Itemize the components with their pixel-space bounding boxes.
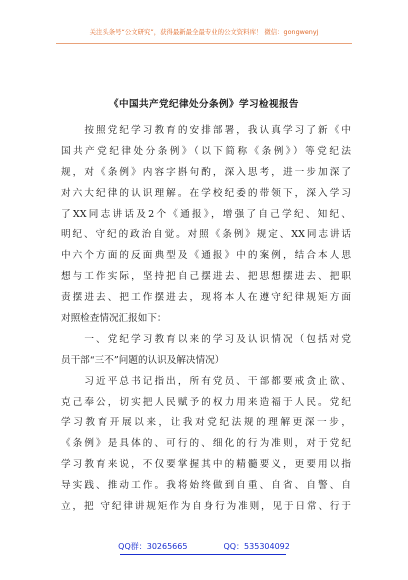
- document-body: [61, 121, 351, 518]
- body-line: 克己奉公，切实把人民赋予的权力用来造福于人民。党纪: [61, 396, 351, 408]
- body-line: 学习教育开展以来，让我对党纪法规的理解更深一步，: [61, 417, 351, 429]
- body-line: 责摆进去、把工作摆进去，现将本人在遵守纪律规矩方面: [61, 292, 351, 304]
- footer-qq: QQ：535304092: [223, 542, 290, 551]
- body-line: 国共产党纪律处分条例》（以下简称《条例》）等党纪法: [61, 145, 351, 157]
- document-title: 《中国共产党纪律处分条例》学习检视报告: [109, 99, 299, 110]
- body-line: 按照党纪学习教育的安排部署，我认真学习了新《中: [61, 125, 351, 136]
- body-line: 规，对《条例》内容字斟句酌，深入思考，进一步加深了: [61, 166, 351, 178]
- body-line: 对照检查情况汇报如下：: [61, 313, 167, 325]
- body-line: 立，把 守纪律讲规矩作为自身行为准则，见于日常、行于: [61, 501, 351, 513]
- body-line: 了XX同志讲话及2个《通报》，增强了自己学纪、知纪、: [61, 208, 351, 220]
- footer-underline: [120, 554, 286, 555]
- body-line: 中六个方面的反面典型及《通报》中的案例，结合本人思: [61, 250, 351, 262]
- header-divider: [56, 43, 352, 44]
- body-line: 《条例》是具体的、可行的、细化的行为准则，对于党纪: [61, 438, 351, 450]
- body-line: 习近平总书记指出，所有党员、干部都要戒贪止欲、: [61, 375, 351, 387]
- section-heading: 员干部“三不”问题的认识及解决情况）: [61, 354, 225, 366]
- body-line: 想与工作实际，坚持把自己摆进去、把思想摆进去、把职: [61, 271, 351, 283]
- header-banner: 关注头条号“公文研究”，获得最新最全最专业的公文资料库！ 微信：gongwenyj: [89, 28, 319, 36]
- footer-qq-group: QQ群：30265665: [118, 542, 188, 551]
- body-line: 明纪、守纪的政治自觉。对照《条例》规定、XX同志讲话: [61, 229, 351, 241]
- body-line: 对六大纪律的认识理解。在学校纪委的带领下，深入学习: [61, 187, 351, 199]
- body-line: 学习教育来说，不仅要掌握其中的精髓要义，更要用以指: [61, 459, 351, 471]
- footer-contact: [0, 541, 408, 552]
- section-heading: 一、党纪学习教育以来的学习及认识情况（包括对党: [61, 333, 351, 345]
- body-line: 导实践、推动工作。我将始终做到自重、自省、自警、自: [61, 480, 351, 492]
